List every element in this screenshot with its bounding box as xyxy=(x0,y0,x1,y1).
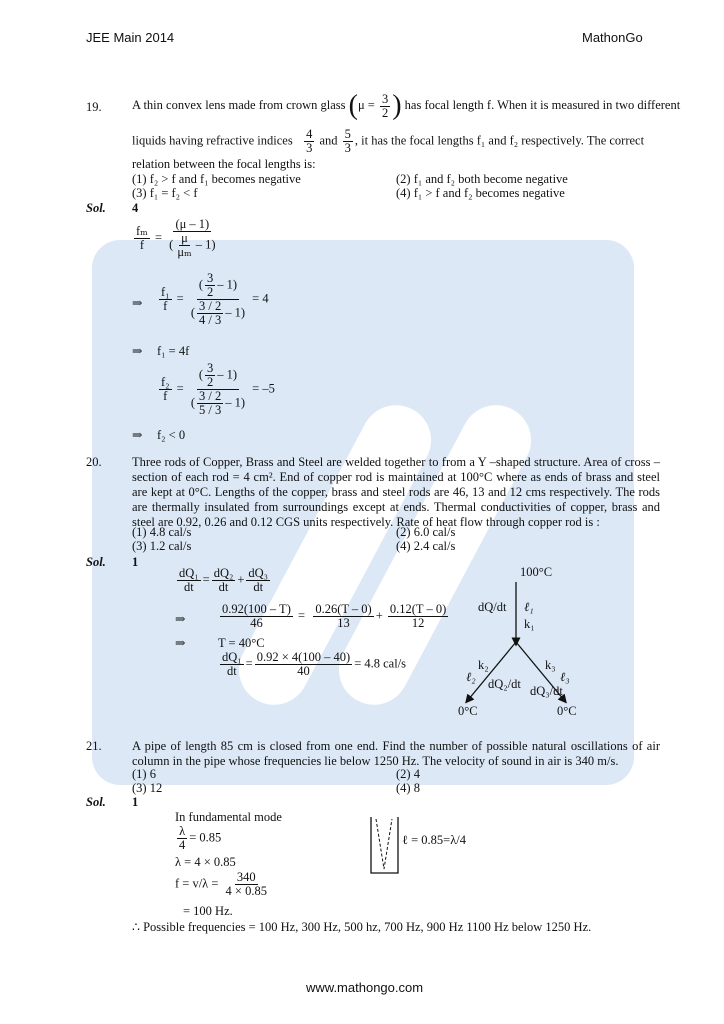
q19-step5: f₂ < 0 xyxy=(157,428,186,442)
pipe-length-label: ℓ = 0.85=λ/4 xyxy=(402,833,466,847)
fig-label: ℓ₁ xyxy=(524,600,534,614)
fig-label: dQ₃/dt xyxy=(530,684,563,698)
solution-label: Sol. xyxy=(86,201,106,215)
option: (3) 1.2 cal/s xyxy=(132,539,192,553)
fig-label: 0°C xyxy=(458,704,478,718)
option: (2) 4 xyxy=(396,767,420,781)
question-number: 20. xyxy=(86,455,102,469)
option: (4) f₁ > f and f₂ becomes negative xyxy=(396,186,565,200)
arrow: ⇒ xyxy=(132,296,143,310)
header-brand: MathonGo xyxy=(582,30,643,45)
fig-label: dQ₂/dt xyxy=(488,677,521,691)
q20-eq2: $\frac{0.92(100 - T)}{46}$ = $\frac{0.26(T - 0)}{13}$ + $\frac{0.12(T - 0)}{12}$ xyxy=(222,602,447,630)
q19-step2: $\frac{\text{f₁}}{f}$ = ( $\frac{3}{2}$ – 1) ( $\frac{3 / 2}{4 / 3}$ – 1) = 4 xyxy=(161,271,269,327)
q21-step5: = 100 Hz. xyxy=(183,904,233,918)
footer-url: www.mathongo.com xyxy=(306,980,424,995)
q19-line2: liquids having refractive indices $\frac{4}{3}$ and $\frac{5}{3}$ , it has the focal lengths f₁ and f₂ respectively. The correct xyxy=(132,127,645,155)
fig-label: ℓ₂ xyxy=(466,670,476,684)
question-number: 19. xyxy=(86,100,102,114)
fig-label: 0°C xyxy=(557,704,577,718)
q20-eq3: T = 40°C xyxy=(218,636,265,650)
solution-answer: 1 xyxy=(132,555,139,569)
fig-label: k₃ xyxy=(545,658,556,672)
q21-step4: f = v/λ = $\frac{340}{4 \times 0.85}$ xyxy=(175,870,267,898)
arrow: ⇒ xyxy=(175,636,186,650)
solution-answer: 4 xyxy=(132,201,139,215)
q21-step3: λ = 4 × 0.85 xyxy=(175,855,236,869)
option: (2) 6.0 cal/s xyxy=(396,525,456,539)
option: (4) 2.4 cal/s xyxy=(396,539,456,553)
option: (3) 12 xyxy=(132,781,163,795)
q19-line3: relation between the focal lengths is: xyxy=(132,157,316,171)
question-number: 21. xyxy=(86,739,102,753)
fig-label: k₁ xyxy=(524,617,535,631)
option: (4) 8 xyxy=(396,781,420,795)
fig-label: 100°C xyxy=(520,565,553,579)
fig-label: ℓ₃ xyxy=(560,670,570,684)
fig-label: dQ/dt xyxy=(478,600,507,614)
q19-step4: $\frac{\text{f₂}}{f}$ = ( $\frac{3}{2}$ – 1) ( $\frac{3 / 2}{5 / 3}$ – 1) = –5 xyxy=(161,361,275,417)
option: (3) f₁ = f₂ < f xyxy=(132,186,198,200)
arrow: ⇒ xyxy=(175,612,186,626)
q21-final: ∴ Possible frequencies = 100 Hz, 300 Hz, 500 hz, 700 Hz, 900 Hz 1100 Hz below 1250 Hz. xyxy=(132,920,592,934)
solution-answer: 1 xyxy=(132,795,139,809)
header-title: JEE Main 2014 xyxy=(86,30,175,45)
q19-line1: A thin convex lens made from crown glass (μ = $\frac{3}{2}$ ) has focal length f. When it is measured in two different xyxy=(132,90,681,121)
arrow: ⇒ xyxy=(132,428,143,442)
q21-step1: In fundamental mode xyxy=(175,810,282,824)
option: (2) f₁ and f₂ both become negative xyxy=(396,172,568,186)
q21-text: A pipe of length 85 cm is closed from one end. Find the number of possible natural oscillations of air column in the pipe whose frequencies lie below 1250 Hz. The velocity of sound in air is 340 m/s. xyxy=(132,739,660,768)
q19-step3: f₁ = 4f xyxy=(157,344,190,358)
q19-step1: $\frac{\text{fₘ}}{f}$ = (μ – 1) ( $\frac{\mu}{\text{μₘ}}$ – 1) xyxy=(136,217,216,259)
arrow: ⇒ xyxy=(132,344,143,358)
q20-text: Three rods of Copper, Brass and Steel are welded together to from a Y –shaped structure. Area of cross – section of each rod = 4 cm². End of copper rod is maintained at 100°C where as ends of brass and steel are kept at 0°C. Lengths of the copper, brass and steel rods are 46, 13 and 12 cms respectively. The rods are thermally insulated from surroundings except at ends. Thermal conductivities of copper, brass and steel are 0.92, 0.26 and 0.12 CGS units respectively. Rate of heat flow through copper rod is : xyxy=(132,455,660,529)
q20-eq1: $\frac{\text{dQ₁}}{dt}$ = $\frac{\text{dQ₂}}{dt}$ + $\frac{\text{dQ₃}}{dt}$ xyxy=(179,566,269,594)
q21-step2: $\frac{\lambda}{4}$ = 0.85 xyxy=(179,824,222,852)
option: (1) 4.8 cal/s xyxy=(132,525,192,539)
option: (1) f₂ > f and f₁ becomes negative xyxy=(132,172,301,186)
solution-label: Sol. xyxy=(86,795,106,809)
q20-eq4: $\frac{\text{dQ₁}}{dt}$ = $\frac{0.92 \times 4(100 - 40)}{40}$ = 4.8 cal/s xyxy=(222,650,407,678)
fig-label: k₂ xyxy=(478,658,489,672)
solution-label: Sol. xyxy=(86,555,106,569)
option: (1) 6 xyxy=(132,767,156,781)
